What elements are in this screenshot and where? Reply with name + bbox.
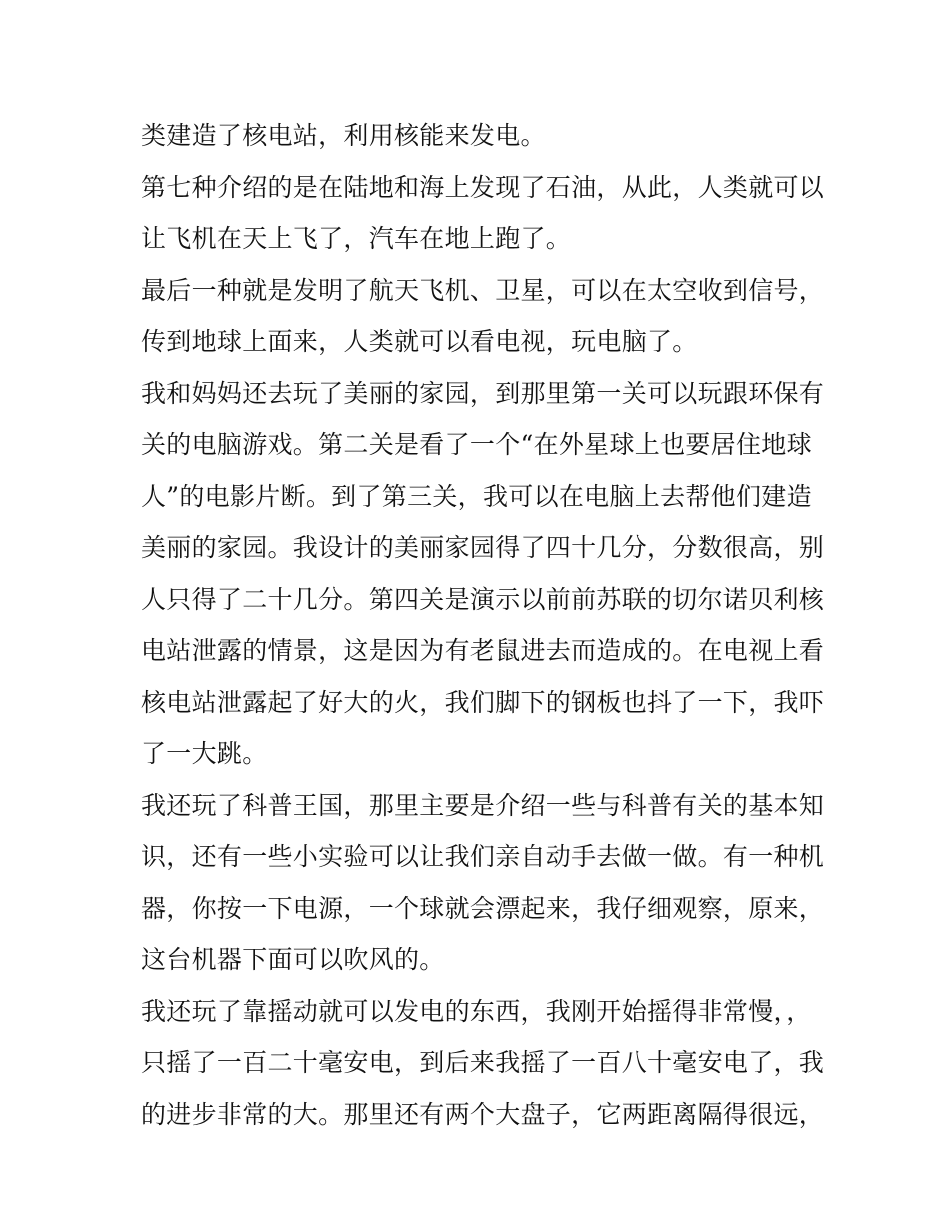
text-line: 只摇了一百二十毫安电，到后来我摇了一百八十毫安电了，我 bbox=[141, 1048, 825, 1077]
text-line: 最后一种就是发明了航天飞机、卫星，可以在太空收到信号， bbox=[141, 275, 825, 305]
text-line: 了一大跳。 bbox=[141, 739, 268, 768]
text-line: 关的电脑游戏。第二关是看了一个“在外星球上也要居住地球 bbox=[141, 430, 812, 459]
text-line: 电站泄露的情景，这是因为有老鼠进去而造成的。在电视上看 bbox=[141, 636, 825, 665]
text-line: 我还玩了靠摇动就可以发电的东西，我刚开始摇得非常慢，， bbox=[141, 996, 812, 1026]
text-line: 器，你按一下电源，一个球就会漂起来，我仔细观察，原来， bbox=[141, 893, 825, 923]
text-line: 传到地球上面来，人类就可以看电视，玩电脑了。 bbox=[141, 327, 698, 356]
text-line: 的进步非常的大。那里还有两个大盘子，它两距离隔得很远， bbox=[141, 1099, 825, 1129]
text-line: 类建造了核电站，利用核能来发电。 bbox=[141, 121, 546, 150]
text-line: 人只得了二十几分。第四关是演示以前前苏联的切尔诺贝利核 bbox=[141, 584, 825, 614]
document-body bbox=[141, 110, 825, 1140]
text-line: 我和妈妈还去玩了美丽的家园，到那里第一关可以玩跟环保有 bbox=[141, 378, 825, 408]
text-line: 核电站泄露起了好大的火，我们脚下的钢板也抖了一下，我吓 bbox=[141, 687, 825, 717]
text-line: 第七种介绍的是在陆地和海上发现了石油，从此，人类就可以 bbox=[141, 172, 825, 202]
text-line: 美丽的家园。我设计的美丽家园得了四十几分，分数很高，别 bbox=[141, 533, 825, 562]
text-line: 我还玩了科普王国，那里主要是介绍一些与科普有关的基本知 bbox=[141, 790, 825, 820]
text-line: 人”的电影片断。到了第三关，我可以在电脑上去帮他们建造 bbox=[141, 481, 812, 511]
text-line: 识，还有一些小实验可以让我们亲自动手去做一做。有一种机 bbox=[141, 842, 825, 871]
text-line: 让飞机在天上飞了，汽车在地上跑了。 bbox=[141, 224, 572, 253]
text-line: 这台机器下面可以吹风的。 bbox=[141, 945, 445, 974]
